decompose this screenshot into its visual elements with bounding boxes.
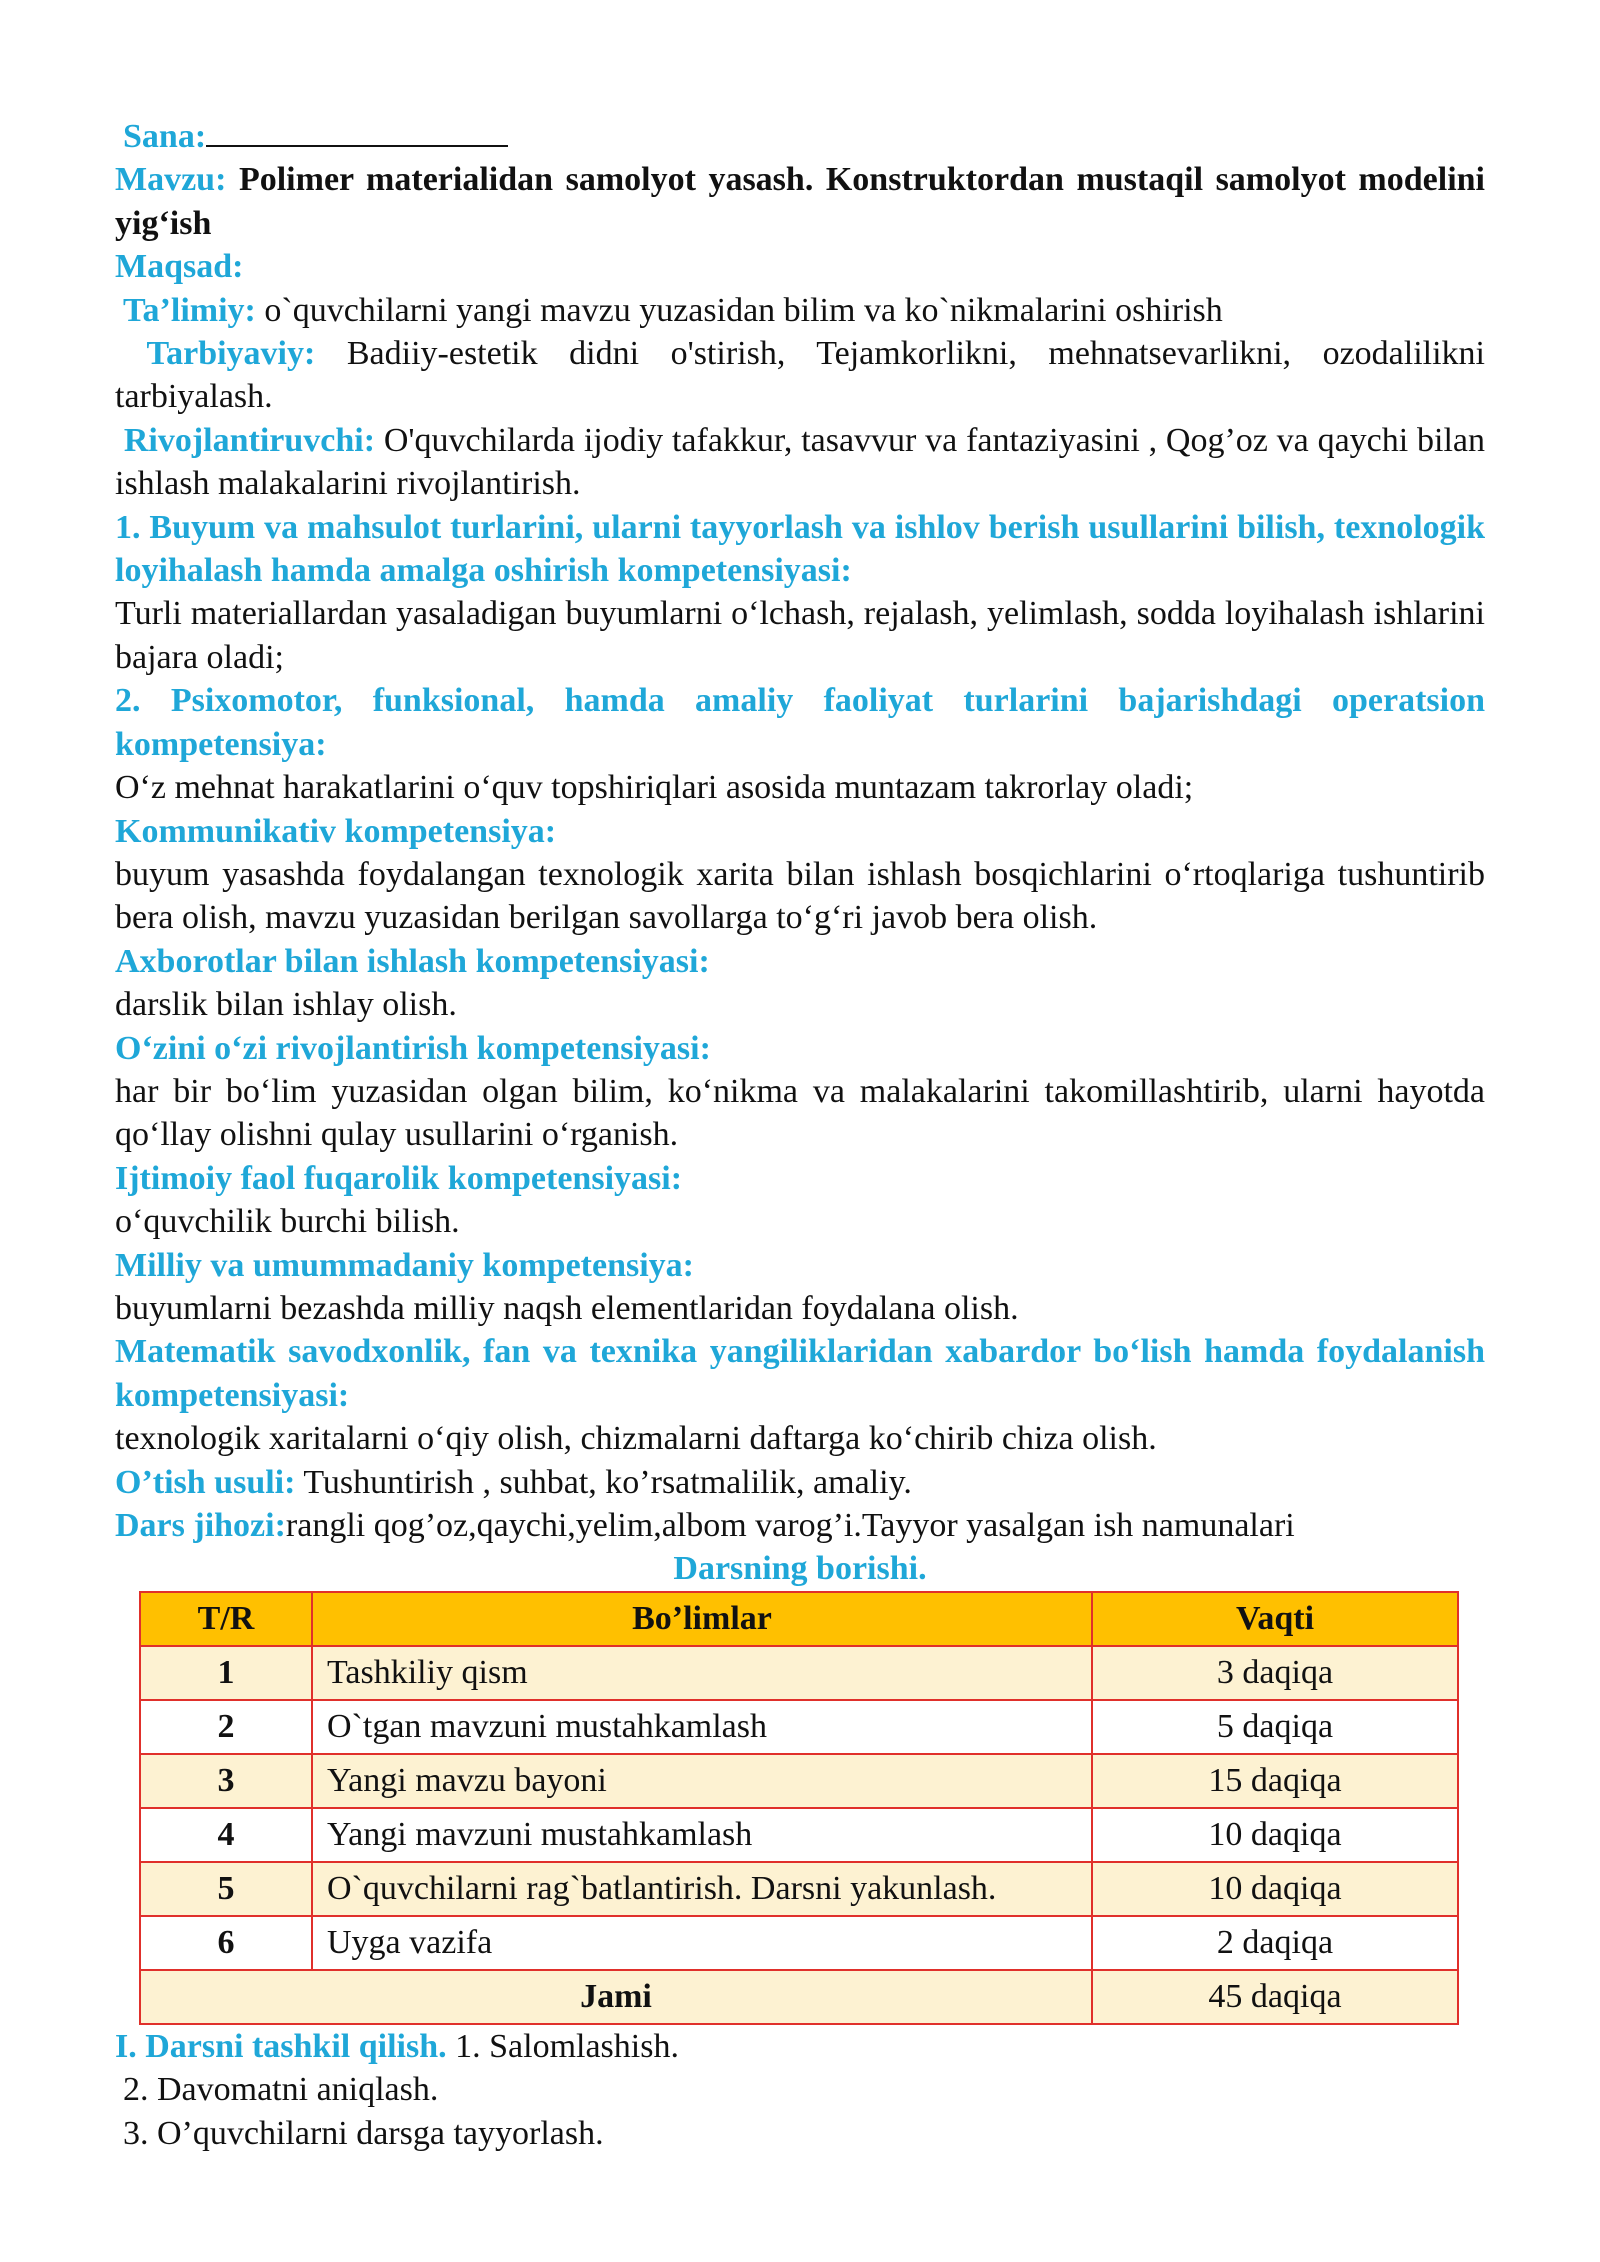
row-number: 1 (140, 1646, 312, 1700)
organize-step: 3. O’quvchilarni darsga tayyorlash. (123, 2114, 604, 2152)
row-time: 15 daqiqa (1092, 1754, 1458, 1808)
date-line (115, 115, 1485, 158)
table-row (140, 1700, 1458, 1754)
method-line (115, 1461, 1485, 1504)
goal-upbringing (115, 332, 1485, 419)
row-section: O`tgan mavzuni mustahkamlash (312, 1700, 1092, 1754)
goal-label-upbringing: Tarbiyaviy: (146, 335, 316, 373)
column-header-time: Vaqti (1092, 1592, 1458, 1646)
row-time: 5 daqiqa (1092, 1700, 1458, 1754)
row-number: 4 (140, 1808, 312, 1862)
row-section: Yangi mavzu bayoni (312, 1754, 1092, 1808)
table-total-row (140, 1970, 1458, 2024)
organize-step: 2. Davomatni aniqlash. (123, 2071, 439, 2109)
equipment-text: rangli qog’oz,qaychi,yelim,albom varog’i.Tayyor yasalgan ish namunalari (285, 1507, 1295, 1544)
row-number: 3 (140, 1754, 312, 1808)
table-row (140, 1862, 1458, 1916)
goal-text-developing: O'quvchilarda ijodiy tafakkur, tasavvur va fantaziyasini , Qog’oz va qaychi bilan ishlash malakalarini rivojlantirish. (115, 421, 1486, 503)
equipment-line (115, 1504, 1485, 1547)
table-row (140, 1808, 1458, 1862)
date-blank-line (206, 115, 508, 147)
method-label: O’tish usuli: (115, 1463, 296, 1501)
lesson-plan-table (139, 1591, 1459, 2025)
lesson-plan-page (115, 115, 1485, 2155)
competency-text: darslik bilan ishlay olish. (115, 986, 457, 1024)
table-header-row (140, 1592, 1458, 1646)
organize-label: I. Darsni tashkil qilish. (115, 2027, 447, 2065)
competency-text: o‘quvchilik burchi bilish. (115, 1203, 460, 1241)
plan-title: Darsning borishi. (673, 1550, 927, 1588)
competency-heading: 2. Psixomotor, funksional, hamda amaliy faoliyat turlarini bajarishdagi operatsion kompetensiya: (115, 682, 1485, 763)
method-text: Tushuntirish , suhbat, ko’rsatmalilik, amaliy. (303, 1463, 912, 1501)
row-time: 3 daqiqa (1092, 1646, 1458, 1700)
row-section: Uyga vazifa (312, 1916, 1092, 1970)
competency-heading: Kommunikativ kompetensiya: (115, 812, 557, 850)
competency-heading: O‘zini o‘zi rivojlantirish kompetensiyasi: (115, 1029, 711, 1067)
competency-text: texnologik xaritalarni o‘qiy olish, chizmalarni daftarga ko‘chirib chiza olish. (115, 1420, 1157, 1458)
competency-heading: Axborotlar bilan ishlash kompetensiyasi: (115, 942, 710, 980)
row-number: 5 (140, 1862, 312, 1916)
goal-label-educational: Ta’limiy: (123, 291, 256, 329)
row-number: 2 (140, 1700, 312, 1754)
total-value: 45 daqiqa (1092, 1970, 1458, 2024)
competency-text: har bir bo‘lim yuzasidan olgan bilim, ko‘nikma va malakalarini takomillashtirib, ularni hayotda qo‘llay olishni qulay usullarini o‘rganish. (115, 1072, 1485, 1154)
competency-heading: 1. Buyum va mahsulot turlarini, ularni tayyorlash va ishlov berish usullarini bilish, texnologik loyihalash hamda amalga oshirish kompetensiyasi: (115, 508, 1485, 590)
competency-heading: Ijtimoiy faol fuqarolik kompetensiyasi: (115, 1159, 683, 1197)
row-number: 6 (140, 1916, 312, 1970)
row-time: 10 daqiqa (1092, 1808, 1458, 1862)
goal-text-educational: o`quvchilarni yangi mavzu yuzasidan bilim va ko`nikmalarini oshirish (264, 291, 1223, 329)
goal-developing (115, 419, 1485, 506)
table-row (140, 1916, 1458, 1970)
equipment-label: Dars jihozi: (115, 1507, 286, 1544)
organize-step: 1. Salomlashish. (455, 2027, 679, 2065)
competency-text: O‘z mehnat harakatlarini o‘quv topshiriqlari asosida muntazam takrorlay oladi; (115, 769, 1194, 807)
row-section: Tashkiliy qism (312, 1646, 1092, 1700)
table-row (140, 1646, 1458, 1700)
column-header-number: T/R (140, 1592, 312, 1646)
row-section: Yangi mavzuni mustahkamlash (312, 1808, 1092, 1862)
goal-text-upbringing: Badiiy-estetik didni o'stirish, Tejamkorlikni, mehnatsevarlikni, ozodalilikni tarbiyalash. (115, 335, 1486, 416)
goal-educational (115, 289, 1485, 332)
goal-label: Maqsad: (115, 248, 244, 286)
table-row (140, 1754, 1458, 1808)
topic-text: Polimer materialidan samolyot yasash. Konstruktordan mustaqil samolyot modelini yig‘ish (115, 161, 1485, 242)
row-time: 2 daqiqa (1092, 1916, 1458, 1970)
competency-heading: Matematik savodxonlik, fan va texnika yangiliklaridan xabardor bo‘lish hamda foydalanish kompetensiyasi: (115, 1333, 1485, 1414)
goal-label-developing: Rivojlantiruvchi: (123, 421, 376, 459)
competency-text: buyumlarni bezashda milliy naqsh elementlaridan foydalana olish. (115, 1289, 1019, 1327)
competency-text: Turli materiallardan yasaladigan buyumlarni o‘lchash, rejalash, yelimlash, sodda loyihalash ishlarini bajara oladi; (115, 595, 1485, 676)
date-label: Sana: (123, 118, 207, 155)
organize-line (115, 2025, 1485, 2068)
column-header-sections: Bo’limlar (312, 1592, 1092, 1646)
topic-label: Mavzu: (115, 161, 227, 199)
total-label: Jami (140, 1970, 1092, 2024)
topic-line (115, 158, 1485, 245)
row-time: 10 daqiqa (1092, 1862, 1458, 1916)
competency-text: buyum yasashda foydalangan texnologik xarita bilan ishlash bosqichlarini o‘rtoqlariga tushuntirib bera olish, mavzu yuzasidan berilgan savollarga to‘g‘ri javob bera olish. (115, 855, 1485, 937)
row-section: O`quvchilarni rag`batlantirish. Darsni yakunlash. (312, 1862, 1092, 1916)
competency-heading: Milliy va umummadaniy kompetensiya: (115, 1246, 694, 1284)
